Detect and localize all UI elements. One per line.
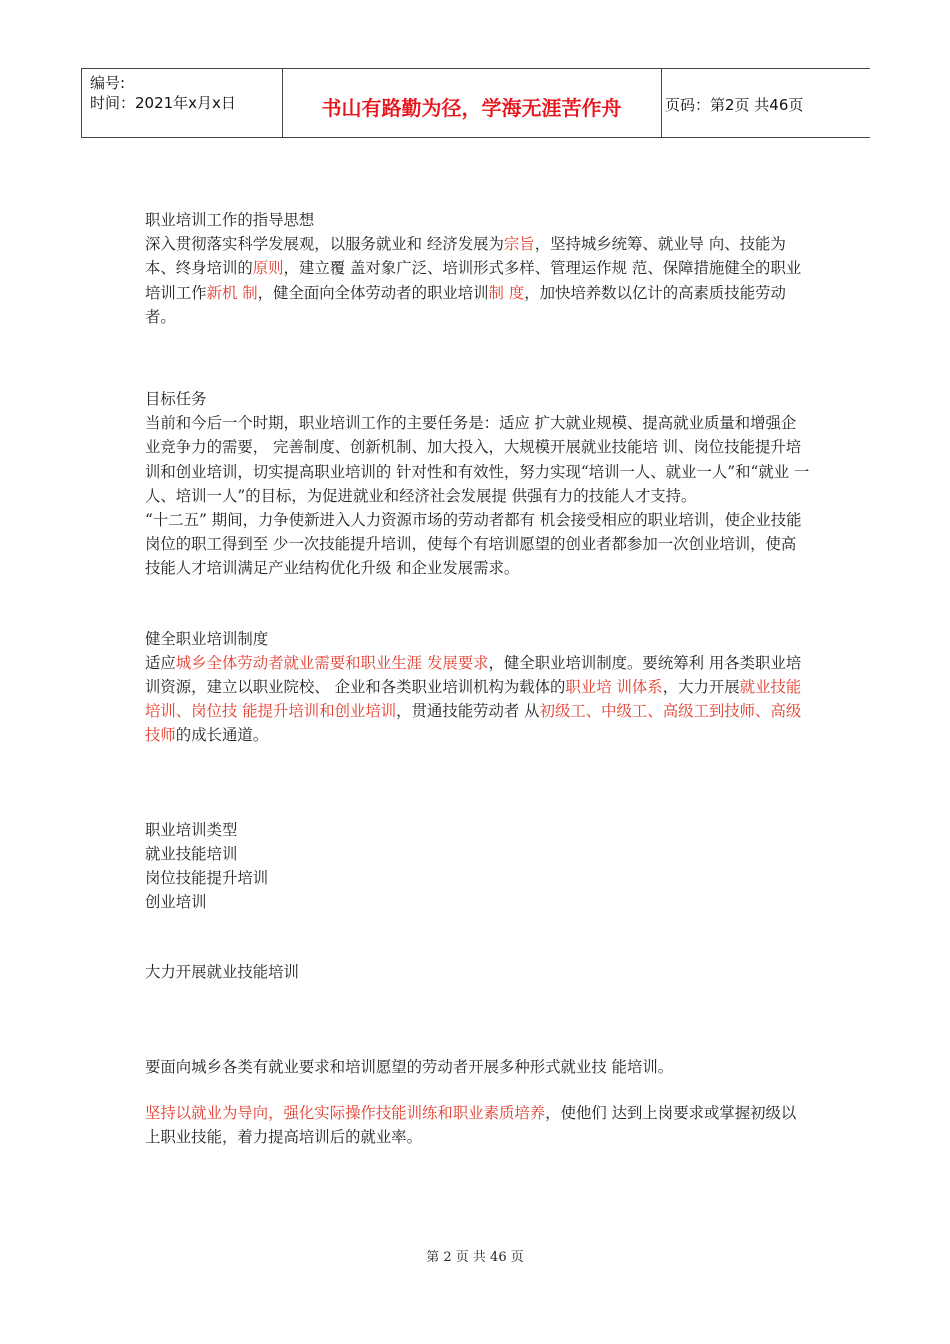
date-label: 时间：2021年x月x日 [90,94,236,112]
section-title: 目标任务 [145,390,207,409]
text-run: ，加快培养数以亿计的高素质技能劳动 者。 [145,283,786,326]
highlight-text: 制 度 [488,283,525,302]
paragraph [145,1101,810,1149]
list-item: 岗位技能提升培训 [145,869,269,888]
highlight-text: 职业培 训体系 [565,678,663,697]
page-header [81,68,870,138]
highlight-text: 就业技能培训、岗位技 能提升培训和创业培训 [145,678,802,721]
text-run: 适应 [145,653,176,672]
highlight-text: 原则 [252,259,284,278]
highlight-text: 新机 制 [206,283,258,302]
section-training-types [145,818,810,915]
header-meta [90,73,236,113]
section-training-system [145,627,810,748]
text-run: ，使他们 达到上岗要求或掌握初级以上职业技能，着力提高培训后的就业率。 [145,1103,797,1147]
serial-label: 编号: [90,74,126,92]
text-run: 深入贯彻落实科学发展观，以服务就业和 经济发展为 [145,235,504,254]
header-motto: 书山有路勤为径，学海无涯苦作舟 [321,96,622,120]
section-employment-training [145,960,810,1149]
highlight-text: 宗旨 [503,235,535,254]
header-page-info: 页码：第2页 共46页 [665,96,804,114]
section-goals-tasks [145,387,810,581]
section-guiding-ideology [145,208,810,329]
text-run: 的成长通道。 [175,726,269,745]
section-title: 职业培训工作的指导思想 [145,211,315,229]
section-title: 健全职业培训制度 [145,629,269,648]
text-run: ，健全面向全体劳动者的职业培训 [257,283,489,302]
highlight-text: 城乡全体劳动者就业需要和职业生涯 发展要求 [175,653,489,672]
paragraph [145,651,810,748]
text-run: ，坚持城乡统筹、就业导 向、技能为本、终身培训的 [145,235,786,278]
highlight-text: 初级工、中级工、高级工到技师、高级 技师 [145,702,802,745]
page-footer: 第 2 页 共 46 页 [426,1250,524,1265]
text-run: ，贯通技能劳动者 从 [396,702,540,721]
header-divider [81,69,82,137]
section-title: 大力开展就业技能培训 [145,963,299,982]
paragraph: “十二五” 期间，力争使新进入人力资源市场的劳动者都有 机会接受相应的职业培训，使企业技能岗位的职工得到至 少一次技能提升培训，使每个有培训愿望的创业者都参加一次创业培训，使高技能人才培训满足产业结构优化升级 和企业发展需求。 [145,511,802,578]
section-title: 职业培训类型 [145,820,238,839]
text-run: ，建立覆 盖对象广泛、培训形式多样、管理运作规 范、保障措施健全的职业培训工作 [145,259,802,302]
paragraph [145,232,810,329]
text-run: ，大力开展 [662,678,740,697]
highlight-text: 坚持以就业为导向，强化实际操作技能训练和职业素质培养 [145,1103,546,1122]
text-run: ，健全职业培训制度。要统筹利 用各类职业培训资源，建立以职业院校、 企业和各类职业培训机构为载体的 [145,653,802,697]
header-divider [661,69,662,137]
paragraph: 要面向城乡各类有就业要求和培训愿望的劳动者开展多种形式就业技 能培训。 [145,1057,674,1076]
paragraph: 当前和今后一个时期，职业培训工作的主要任务是：适应 扩大就业规模、提高就业质量和增强企业竞争力的需要， 完善制度、创新机制、加大投入，大规模开展就业技能培 训、岗位技能提升培训和创业培训，切实提高职业培训的 针对性和有效性，努力实现“培训一人、就业一人”和“就业 一人、培训一人”的目标，为促进就业和经济社会发展提 供强有力的技能人才支持。 [145,414,810,505]
document-body [145,208,810,1149]
list-item: 创业培训 [145,893,207,912]
list-item: 就业技能培训 [145,844,238,863]
